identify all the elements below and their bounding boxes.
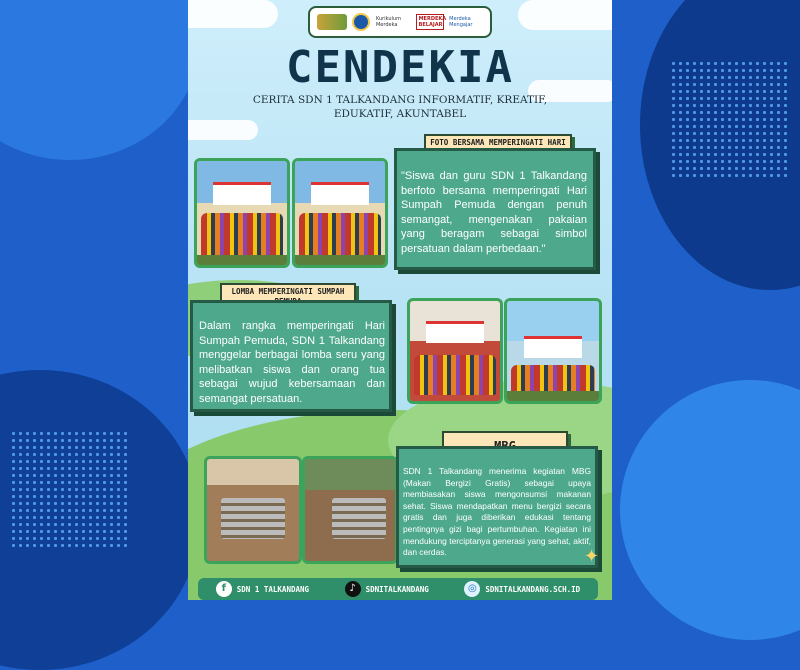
tiktok-icon: ♪ xyxy=(345,581,361,597)
website-label: SDNITALKANDANG.SCH.ID xyxy=(485,584,581,594)
cloud xyxy=(518,0,612,30)
section-text-mbg: SDN 1 Talkandang menerima kegiatan MBG (Makan Bergizi Gratis) sebagai upaya membiasakan siswa mengonsumsi makanan sehat. Siswa mendapatkan menu bergizi secara gratis dan juga diberikan edukasi tentang pentingnya gizi bagi pertumbuhan. Kegiatan ini mendukung terciptanya generasi yang sehat, aktif, dan cerdas. xyxy=(396,446,598,568)
footer-tiktok[interactable] xyxy=(345,581,429,597)
photo-group-1 xyxy=(194,158,290,268)
kurikulum-merdeka-logo: Kurikulum Merdeka xyxy=(375,16,401,28)
social-footer xyxy=(198,578,598,600)
section-label-foto: FOTO BERSAMA MEMPERINGATI HARI xyxy=(424,134,572,162)
tiktok-label: SDNITALKANDANG xyxy=(365,584,429,594)
section-label-lomba: LOMBA MEMPERINGATI SUMPAH xyxy=(220,283,356,311)
cloud xyxy=(188,0,278,28)
page-title: CENDEKIA xyxy=(286,42,514,93)
merdeka-belajar-logo: MERDEKA BELAJAR xyxy=(416,14,444,30)
photo-group-2 xyxy=(292,158,388,268)
page-subtitle: CERITA SDN 1 TALKANDANG INFORMATIF, KREATIF, EDUKATIF, AKUNTABEL xyxy=(252,94,548,120)
school-logo xyxy=(317,14,347,30)
facebook-label: SDN 1 TALKANDANG xyxy=(236,584,310,594)
photo-mbg-1 xyxy=(204,456,302,564)
photo-mbg-2 xyxy=(302,456,398,564)
background-wave-left-top xyxy=(0,0,200,160)
background-wave-right-bottom xyxy=(620,380,800,640)
background-dots-right xyxy=(670,60,790,180)
facebook-icon: f xyxy=(216,581,232,597)
merdeka-mengajar-logo: Merdeka Mengajar xyxy=(449,16,473,28)
photo-lomba-1 xyxy=(407,298,503,404)
cloud xyxy=(188,120,258,140)
footer-facebook[interactable] xyxy=(216,581,309,597)
section-text-lomba: Dalam rangka memperingati Hari Sumpah Pemuda, SDN 1 Talkandang menggelar berbagai lomba seru yang melibatkan siswa dan orang tua sebagai wujud kebersamaan dan semangat persatuan. xyxy=(190,300,392,412)
globe-icon: ◎ xyxy=(464,581,480,597)
photo-lomba-2 xyxy=(504,298,602,404)
sparkle-icon: ✦ xyxy=(584,546,600,567)
ministry-logo xyxy=(352,13,370,31)
footer-website[interactable] xyxy=(464,581,580,597)
logo-bar xyxy=(308,6,492,38)
section-text-foto: "Siswa dan guru SDN 1 Talkandang berfoto bersama memperingati Hari Sumpah Pemuda dengan penuh semangat, mengenakan pakaian yang beragam sebagai simbol persatuan dalam perbedaan." xyxy=(394,148,596,270)
background-dots-left xyxy=(10,430,130,550)
poster xyxy=(188,0,612,600)
